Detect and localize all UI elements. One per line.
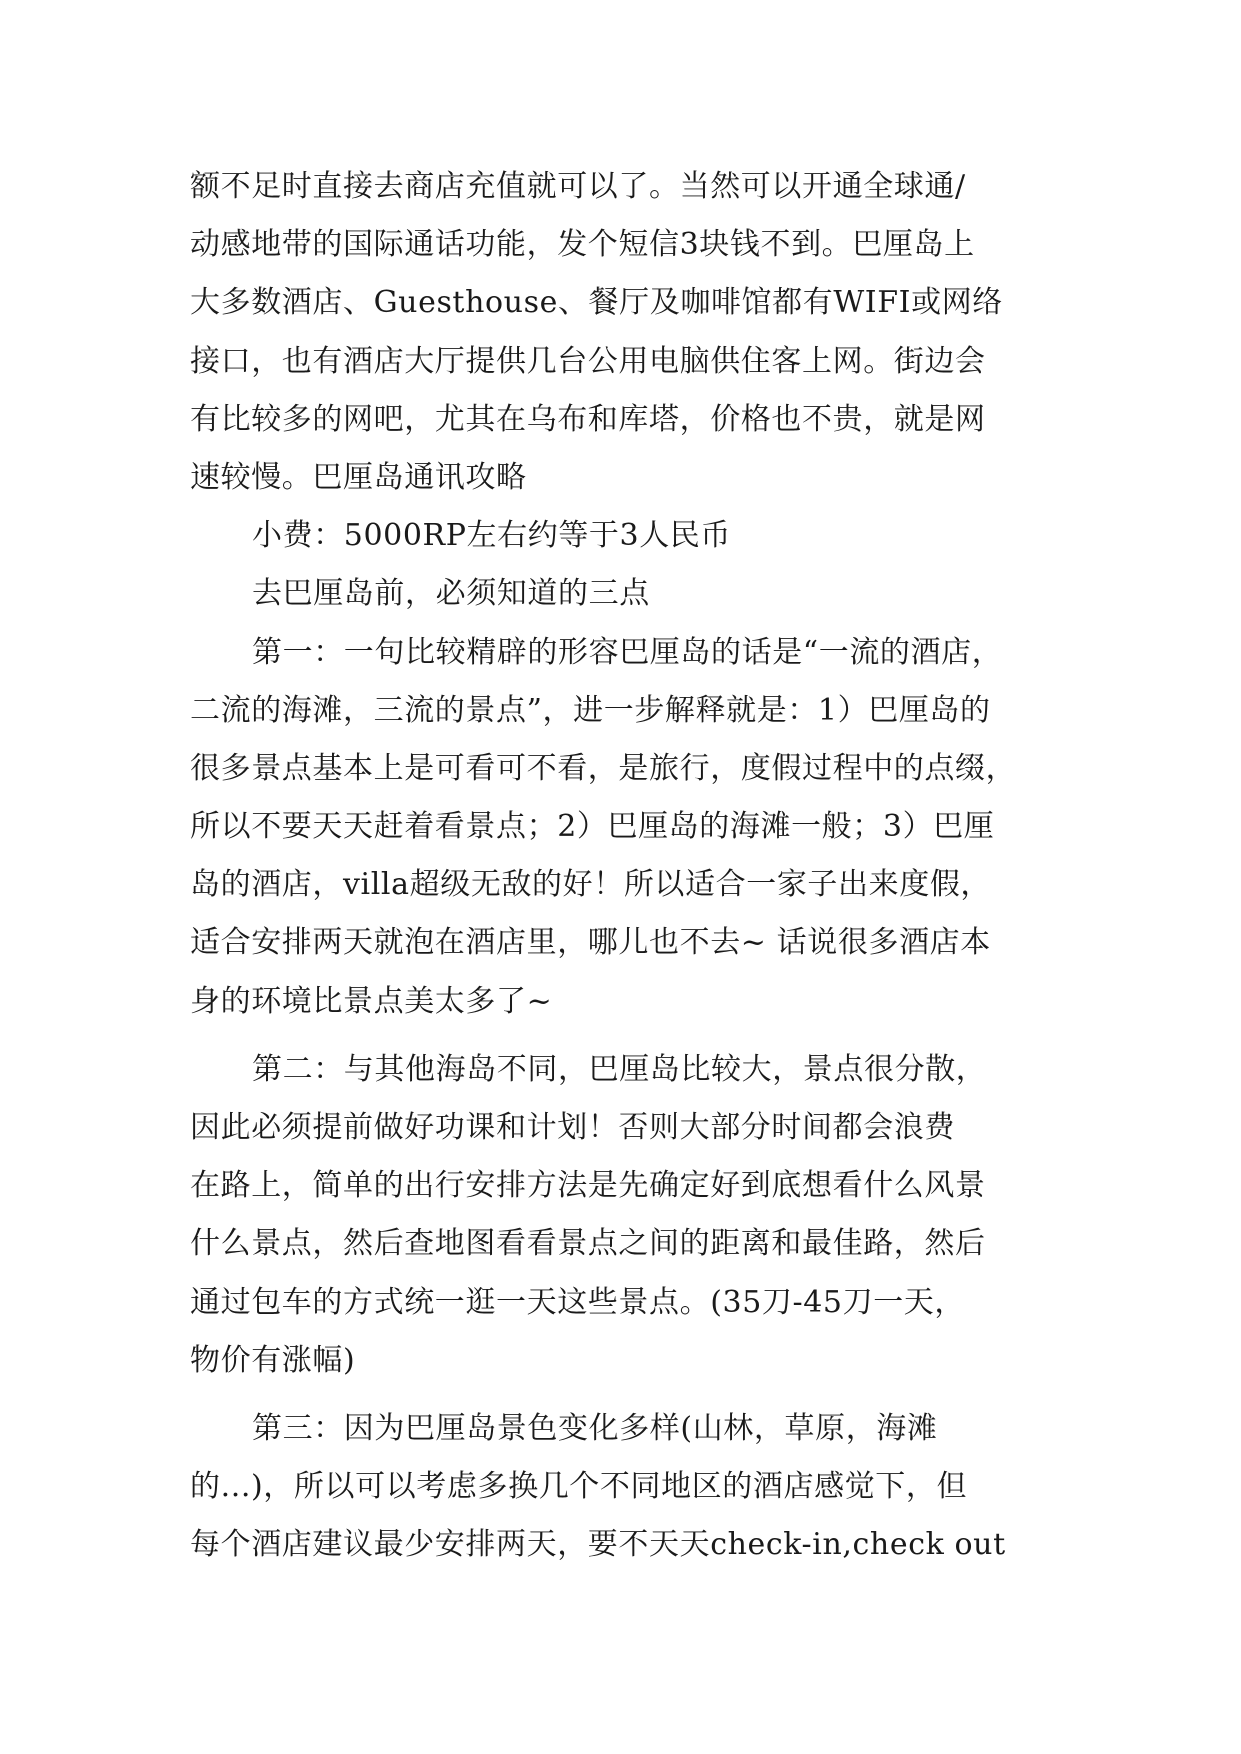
text-line: 因此必须提前做好功课和计划！否则大部分时间都会浪费: [190, 1110, 955, 1145]
text-line: 身的环境比景点美太多了~: [190, 983, 553, 1019]
text-line: 有比较多的网吧，尤其在乌布和库塔，价格也不贵，就是网: [190, 401, 986, 437]
text-line: 额不足时直接去商店充值就可以了。当然可以开通全球通/: [190, 169, 966, 204]
text-line: 每个酒店建议最少安排两天，要不天天check-in,check out: [190, 1527, 1006, 1563]
text-line: 第三：因为巴厘岛景色变化多样(山林，草原，海滩: [252, 1410, 938, 1446]
text-line: 所以不要天天赶着看景点；2）巴厘岛的海滩一般；3）巴厘: [190, 809, 995, 845]
text-line: 什么景点，然后查地图看看景点之间的距离和最佳路，然后: [190, 1226, 986, 1262]
text-line: 速较慢。巴厘岛通讯攻略: [190, 459, 527, 495]
text-line: 第一：一句比较精辟的形容巴厘岛的话是“一流的酒店，: [252, 634, 1003, 670]
text-line: 动感地带的国际通话功能，发个短信3块钱不到。巴厘岛上: [190, 227, 975, 263]
text-line: 岛的酒店，villa超级无敌的好！所以适合一家子出来度假，: [190, 867, 992, 903]
document-body: [190, 158, 1050, 1575]
text-line: 很多景点基本上是可看可不看，是旅行，度假过程中的点缀，: [190, 750, 1017, 786]
text-line: 第二：与其他海岛不同，巴厘岛比较大，景点很分散，: [252, 1051, 987, 1087]
text-line: 物价有涨幅): [190, 1342, 356, 1378]
text-line: 在路上，简单的出行安排方法是先确定好到底想看什么风景: [190, 1168, 986, 1204]
text-line: 适合安排两天就泡在酒店里，哪儿也不去~ 话说很多酒店本: [190, 925, 991, 961]
text-line: 去巴厘岛前，必须知道的三点: [252, 576, 650, 612]
text-line: 的...)，所以可以考虑多换几个不同地区的酒店感觉下，但: [190, 1469, 968, 1505]
text-line: 通过包车的方式统一逛一天这些景点。(35刀-45刀一天，: [190, 1284, 965, 1320]
text-line: 二流的海滩，三流的景点”，进一步解释就是：1）巴厘岛的: [190, 692, 991, 728]
text-line: 大多数酒店、Guesthouse、餐厅及咖啡馆都有WIFI或网络: [190, 285, 1003, 321]
text-line: 接口，也有酒店大厅提供几台公用电脑供住客上网。街边会: [190, 343, 986, 379]
text-line: 小费：5000RP左右约等于3人民币: [252, 518, 732, 554]
